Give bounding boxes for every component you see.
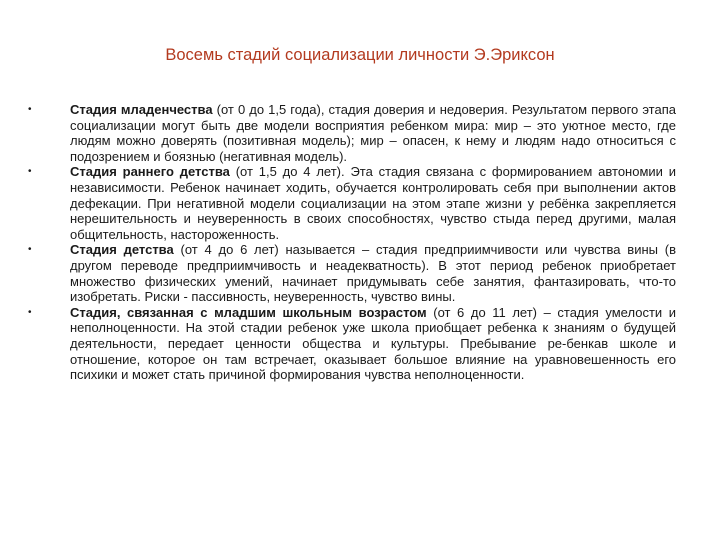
list-item <box>28 242 676 304</box>
stage-term: Стадия раннего детства <box>70 164 230 180</box>
bullet-icon: • <box>28 104 32 115</box>
stage-description: (от 4 до 6 лет) называется – стадия предприимчивости или чувства вины (в другом переводе предприимчивость и неадекватность). В этот период ребенок приобретает множество физических умений, начинает придумывать себе занятия, фантазировать, что-то изобретать. Риски - пассивность, неуверенность, чувство вины. <box>70 242 676 305</box>
bullet-icon: • <box>28 166 32 178</box>
stage-term: Стадия, связанная с младшим школьным возрастом <box>70 304 427 320</box>
slide-title: Восемь стадий социализации личности Э.Эриксон <box>165 46 555 64</box>
stage-description: (от 1,5 до 4 лет). Эта стадия связана с формированием автономии и независимости. Ребенок начинает ходить, обучается контролировать себя при выполнении актов дефекации. При негативной модели социализации на этом этапе жизни у ребёнка закрепляется нерешительность и неуверенность в своих способностях, чувство стыда перед другими, малая общительность, настороженность. <box>70 164 677 242</box>
bullet-icon: • <box>28 306 32 318</box>
list-item <box>28 305 676 383</box>
stage-term: Стадия детства <box>70 242 174 258</box>
list-item <box>28 164 676 242</box>
list-item <box>28 102 676 164</box>
stage-description: (от 0 до 1,5 года), стадия доверия и недоверия. Результатом первого этапа социализации могут быть две модели восприятия ребенком мира: мир – это уютное место, где людям можно доверять (позитивная модель); мир – опасен, к нему и людям надо относиться с подозрением и боязнью (негативная модель). <box>70 102 676 164</box>
stage-term: Стадия младенчества <box>70 102 213 117</box>
bullet-icon: • <box>28 244 32 256</box>
stages-list <box>28 102 676 383</box>
stage-description: (от 6 до 11 лет) – стадия умелости и неполноценности. На этой стадии ребенок уже школа приобщает ребенка к знаниям о будущей деятельности, передает ценности общества и культуры. Пребывание ре-бенкав школе и отношение, которое он там встречает, оказывает большое влияние на уравновешенность его психики и может стать причиной формирования чувства неполноценности. <box>70 304 676 383</box>
